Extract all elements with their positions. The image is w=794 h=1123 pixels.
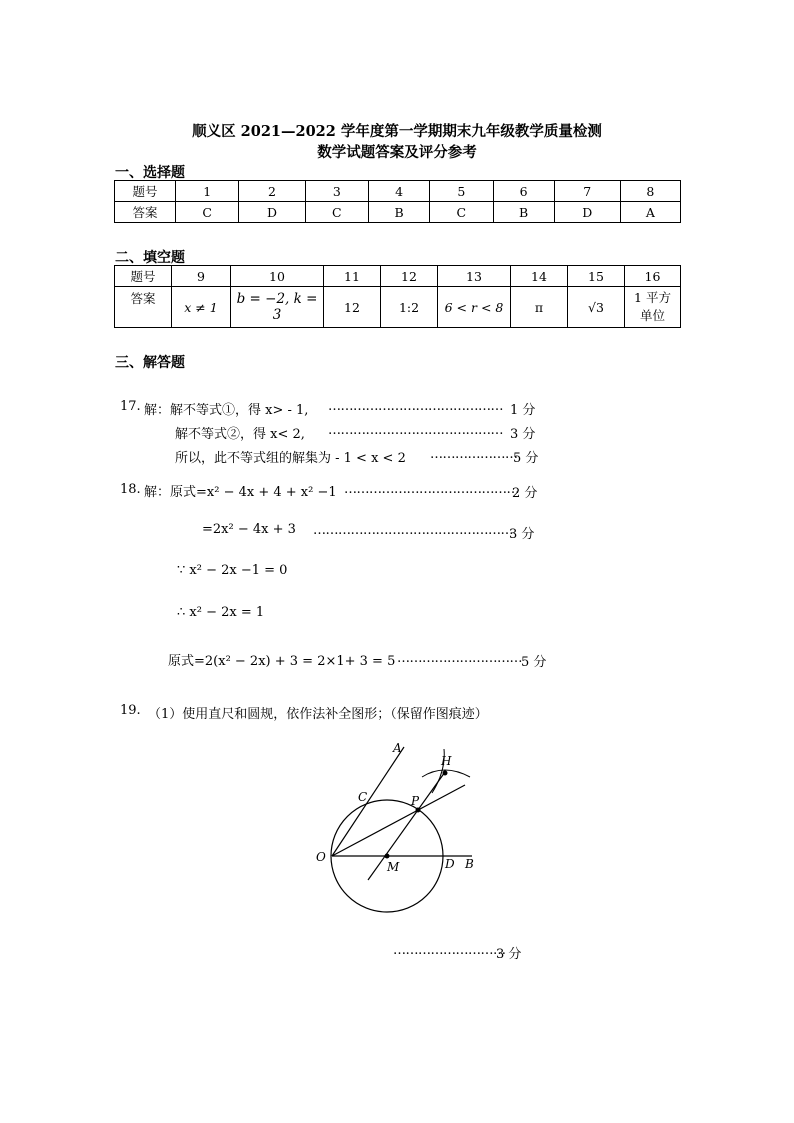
q17-line1: 解：解不等式①，得 x> - 1,	[144, 403, 309, 418]
q19-line1: （1）使用直尺和圆规，依作法补全图形；（保留作图痕迹）	[148, 707, 488, 722]
point-p	[416, 808, 421, 813]
q17-score3: 5 分	[513, 451, 539, 466]
q19-score: 3 分	[496, 947, 522, 962]
table-cell: 5	[430, 181, 493, 202]
label-p: P	[411, 794, 420, 808]
choice-answer-table	[114, 180, 681, 223]
fill-answer-table	[114, 265, 681, 328]
table-cell: 8	[620, 181, 680, 202]
table-cell: 15	[568, 266, 625, 287]
table-cell: 2	[239, 181, 305, 202]
q18-dots1: ……………………………………	[344, 482, 519, 497]
q18-score2: 3 分	[509, 527, 535, 542]
table-cell: 6 < r < 8	[438, 287, 511, 328]
document-title: 顺义区 2021—2022 学年度第一学期期末九年级教学质量检测	[192, 123, 602, 140]
q17-dots3: …………………	[430, 447, 518, 462]
table-cell: √3	[568, 287, 625, 328]
q18-score1: 2 分	[512, 486, 538, 501]
point-m	[385, 854, 390, 859]
label-h: H	[441, 754, 452, 768]
q19-dots: ………………………	[393, 943, 506, 958]
q17-dots2: ……………………………………	[328, 423, 503, 438]
section3-heading: 三、解答题	[115, 355, 185, 371]
table-cell: C	[176, 202, 239, 223]
row-header: 题号	[115, 266, 172, 287]
q17-score2: 3 分	[510, 427, 536, 442]
line-mh	[368, 772, 445, 880]
q17-number: 17.	[120, 399, 141, 414]
q18-number: 18.	[120, 482, 141, 497]
q18-dots5: …………………………	[397, 651, 522, 666]
q18-line4: ∴ x² − 2x = 1	[177, 605, 265, 620]
q18-line2: =2x² − 4x + 3	[202, 522, 296, 537]
table-cell: 12	[324, 287, 381, 328]
q18-line5: 原式=2(x² − 2x) + 3 = 2×1+ 3 = 5	[168, 654, 396, 669]
q18-score5: 5 分	[521, 655, 547, 670]
cell-line: 1 平方	[634, 290, 671, 305]
q18-line3: ∵ x² − 2x −1 = 0	[177, 563, 288, 578]
table-cell: 1	[176, 181, 239, 202]
line-oph	[332, 785, 465, 856]
row-header: 题号	[115, 181, 176, 202]
table-cell: 14	[511, 266, 568, 287]
q17-score1: 1 分	[510, 403, 536, 418]
table-cell: 10	[231, 266, 324, 287]
label-a: A	[393, 741, 402, 755]
table-cell: C	[305, 202, 368, 223]
label-d: D	[445, 857, 455, 871]
table-cell: 4	[369, 181, 430, 202]
q17-line3: 所以，此不等式组的解集为 - 1 < x < 2	[175, 451, 406, 466]
table-cell: 7	[554, 181, 620, 202]
table-row	[115, 181, 681, 202]
table-row	[115, 287, 681, 328]
table-cell: b = −2, k = 3	[231, 287, 324, 328]
table-cell: C	[430, 202, 493, 223]
ray-oa	[332, 747, 404, 856]
label-m: M	[387, 860, 400, 874]
table-cell: 1:2	[381, 287, 438, 328]
label-b: B	[465, 857, 474, 871]
q18-dots2: …………………………………………	[313, 523, 513, 538]
label-c: C	[358, 790, 368, 804]
row-header: 答案	[115, 287, 172, 328]
q17-line2: 解不等式②，得 x< 2,	[175, 427, 305, 442]
table-cell: B	[369, 202, 430, 223]
table-cell: π	[511, 287, 568, 328]
table-cell: A	[620, 202, 680, 223]
table-cell: 12	[381, 266, 438, 287]
table-cell: 3	[305, 181, 368, 202]
table-cell: B	[493, 202, 554, 223]
section2-heading: 二、填空题	[115, 250, 185, 266]
table-cell: D	[554, 202, 620, 223]
table-cell: 6	[493, 181, 554, 202]
table-row	[115, 202, 681, 223]
table-cell: D	[239, 202, 305, 223]
q18-line1: 解：原式=x² − 4x + 4 + x² −1	[144, 485, 337, 500]
table-cell: 16	[625, 266, 681, 287]
row-header: 答案	[115, 202, 176, 223]
table-row	[115, 266, 681, 287]
section1-heading: 一、选择题	[115, 165, 185, 181]
q19-number: 19.	[120, 703, 141, 718]
table-cell	[625, 287, 681, 328]
table-cell: 9	[172, 266, 231, 287]
document-subtitle: 数学试题答案及评分参考	[317, 144, 477, 161]
table-cell: 11	[324, 266, 381, 287]
table-cell: 13	[438, 266, 511, 287]
table-cell: x ≠ 1	[172, 287, 231, 328]
label-o: O	[316, 850, 326, 864]
q17-dots1: ……………………………………	[328, 399, 503, 414]
point-h	[443, 771, 448, 776]
cell-line: 单位	[639, 308, 665, 323]
geometry-figure	[300, 735, 500, 925]
